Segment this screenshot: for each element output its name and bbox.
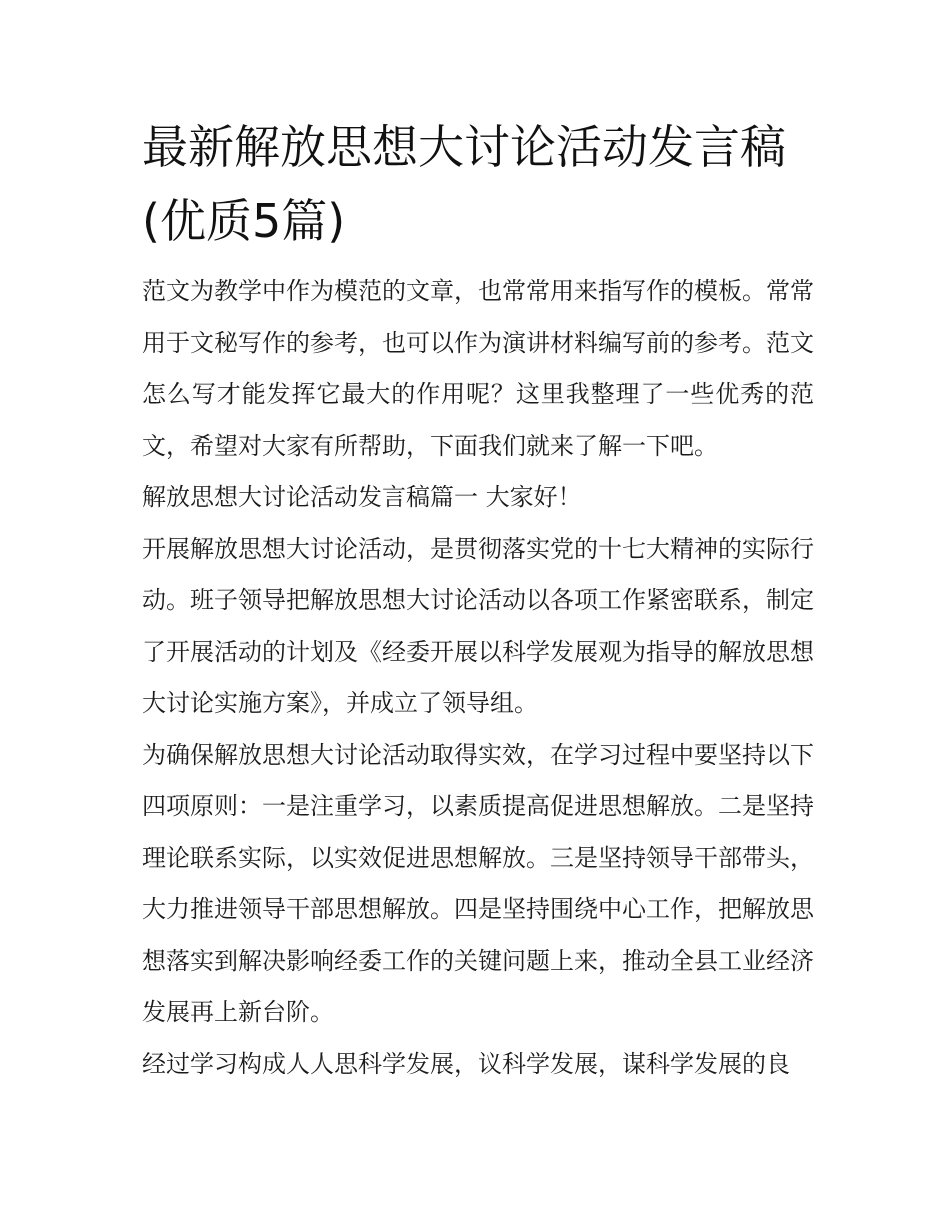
paragraph-activity: 开展解放思想大讨论活动，是贯彻落实党的十七大精神的实际行动。班子领导把解放思想大讨论活动以各项工作紧密联系，制定了开展活动的计划及《经委开展以科学发展观为指导的解放思想大讨论实施方案》，并成立了领导组。 xyxy=(142,534,814,717)
paragraph-principles: 为确保解放思想大讨论活动取得实效，在学习过程中要坚持以下四项原则：一是注重学习，以素质提高促进思想解放。二是坚持理论联系实际，以实效促进思想解放。三是坚持领导干部带头，大力推进领导干部思想解放。四是坚持围绕中心工作，把解放思想落实到解决影响经委工作的关键问题上来，推动全县工业经济发展再上新台阶。 xyxy=(142,740,814,1026)
paragraph-results: 经过学习构成人人思科学发展，议科学发展，谋科学发展的良 xyxy=(142,1049,790,1078)
document-page xyxy=(142,110,814,1090)
paragraph-section-heading: 解放思想大讨论活动发言稿篇一 大家好！ xyxy=(142,483,582,511)
paragraph-intro: 范文为教学中作为模范的文章，也常常用来指写作的模板。常常用于文秘写作的参考，也可以作为演讲材料编写前的参考。范文怎么写才能发挥它最大的作用呢？这里我整理了一些优秀的范文，希望对大家有所帮助，下面我们就来了解一下吧。 xyxy=(142,277,814,460)
document-title: 最新解放思想大讨论活动发言稿(优质5篇) xyxy=(142,120,786,248)
